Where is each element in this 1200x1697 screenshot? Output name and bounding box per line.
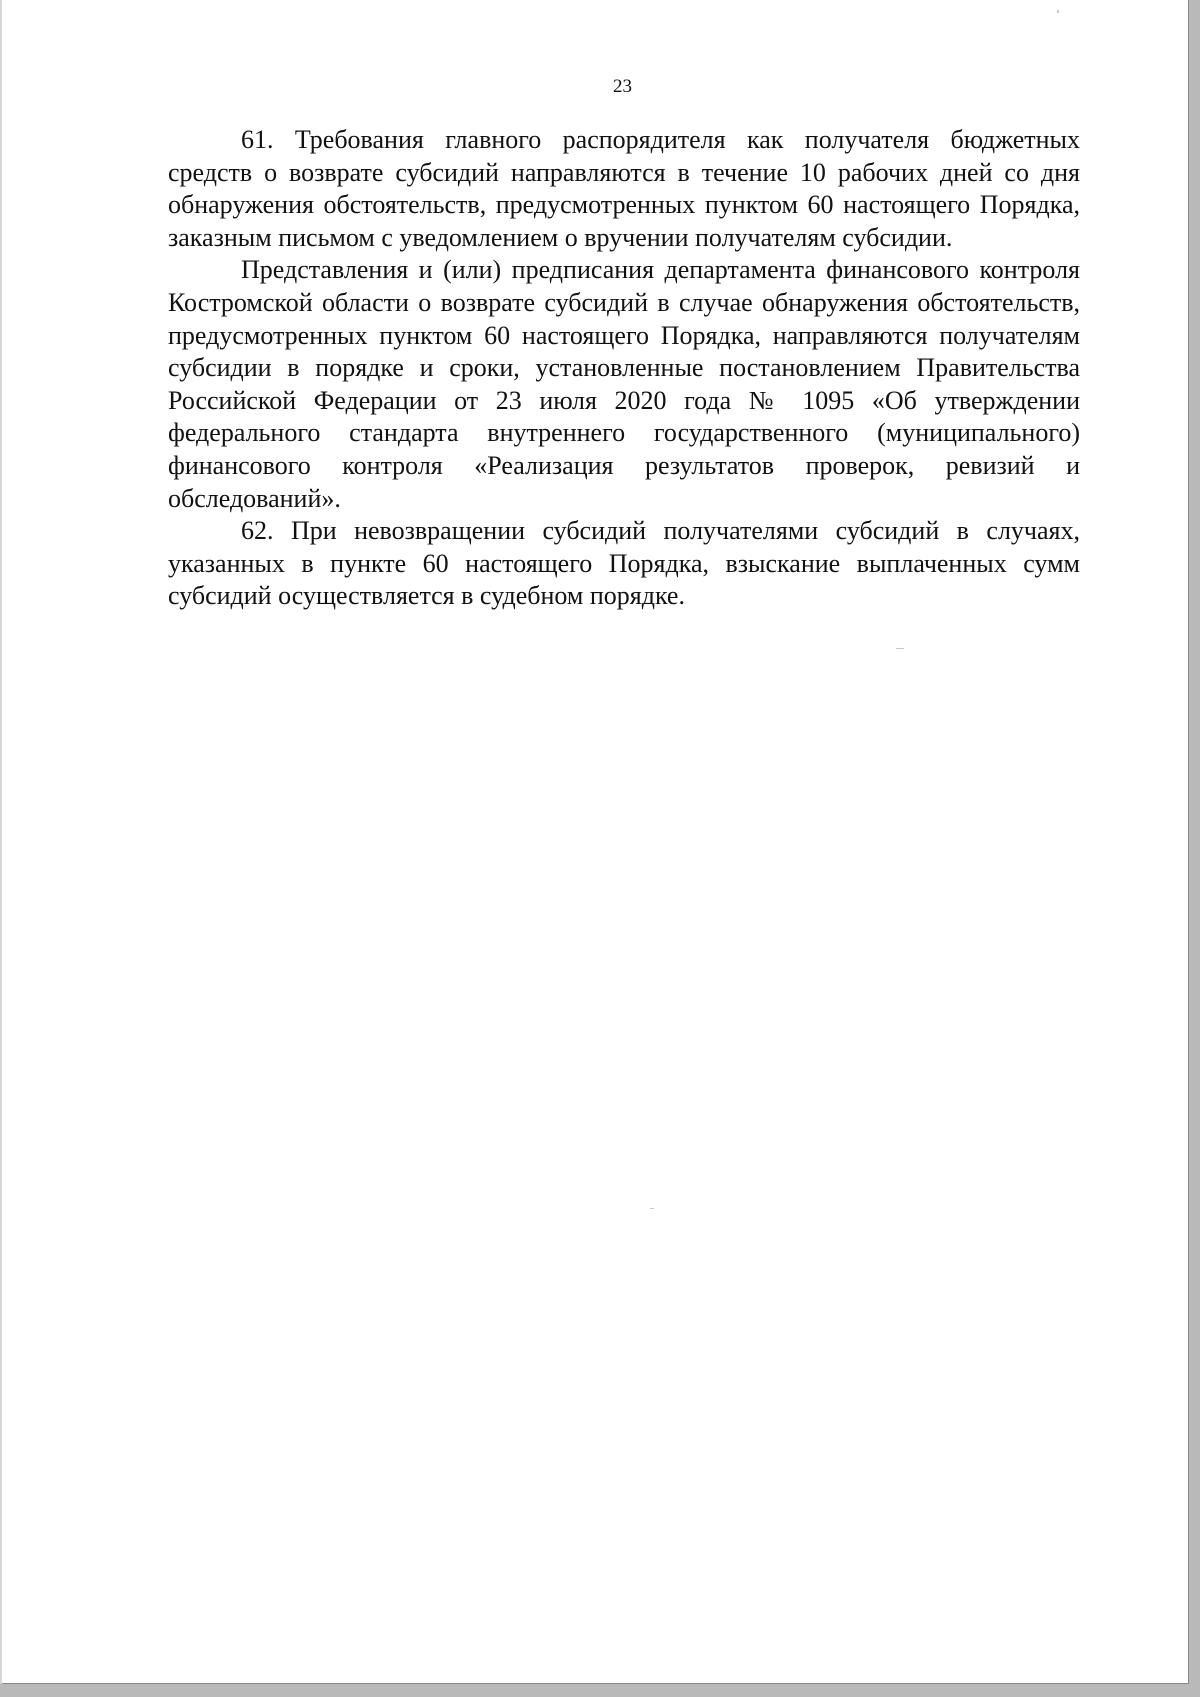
paragraph-61-continuation: Представления и (или) предписания департамента финансового контроля Костромской области о возврате субсидий в случае обнаружения обстоятельств, предусмотренных пунктом 60 настоящего Порядка, направляются получателям субсидии в порядке и сроки, установленные постановлением Правительства Российской Федерации от 23 июля 2020 года № 1095 «Об утверждении федерального стандарта внутреннего государственного (муниципального) финансового контроля «Реализация результатов проверок, ревизий и обследований». <box>168 255 1080 513</box>
paragraph-62: 62. При невозвращении субсидий получателями субсидий в случаях, указанных в пункте 60 настоящего Порядка, взыскание выплаченных сумм субсидий осуществляется в судебном порядке. <box>168 516 1080 611</box>
document-body <box>168 124 1080 613</box>
scan-speck <box>650 1208 654 1209</box>
scan-speck <box>896 648 904 649</box>
page-left-edge <box>0 0 2 1684</box>
page-number: 23 <box>613 76 632 97</box>
scan-speck <box>1057 10 1059 13</box>
paragraph-61: 61. Требования главного распорядителя как получателя бюджетных средств о возврате субсидий направляются в течение 10 рабочих дней со дня обнаружения обстоятельств, предусмотренных пунктом 60 настоящего Порядка, заказным письмом с уведомлением о вручении получателям субсидии. <box>168 125 1080 252</box>
